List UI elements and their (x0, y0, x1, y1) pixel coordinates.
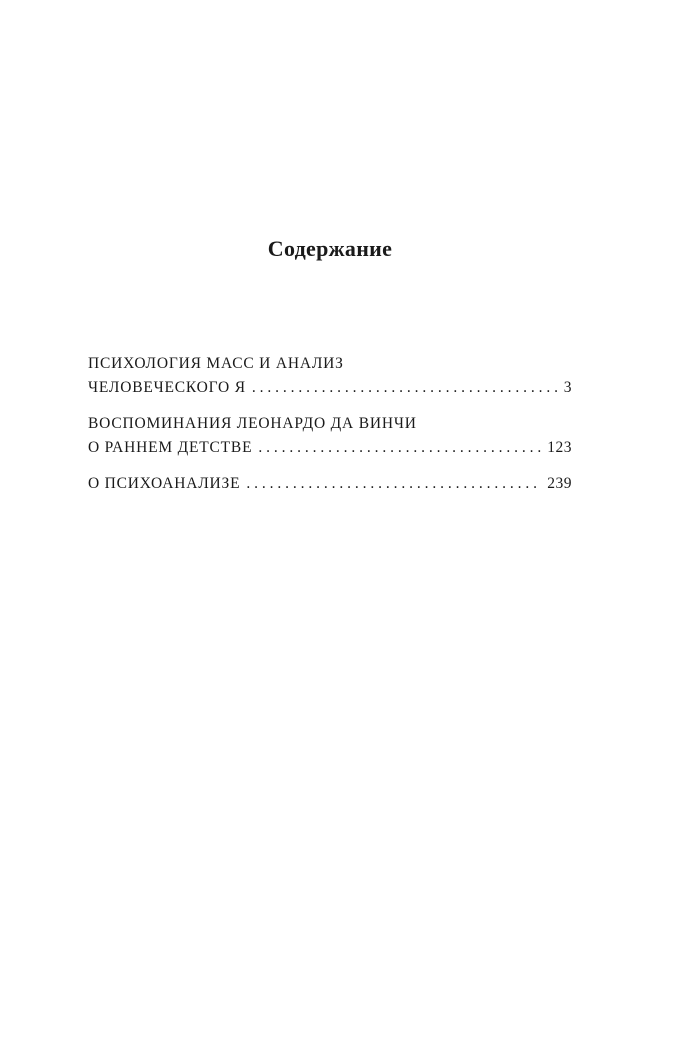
toc-entry[interactable] (88, 352, 572, 400)
toc-entry-title-line: ВОСПОМИНАНИЯ ЛЕОНАРДО ДА ВИНЧИ (88, 415, 417, 432)
toc-page-number: 239 (547, 475, 572, 492)
toc-entry-last-line (88, 472, 572, 496)
toc-entry-last-line (88, 376, 572, 400)
page-title: Содержание (267, 236, 393, 261)
toc-entry-title-line: О РАННЕМ ДЕТСТВЕ (88, 439, 253, 456)
dot-leader (246, 472, 541, 496)
table-of-contents (88, 352, 572, 508)
toc-page-number: 3 (563, 379, 572, 396)
toc-entry-title-line: О ПСИХОАНАЛИЗЕ (88, 475, 241, 492)
dot-leader (258, 436, 541, 460)
toc-entry[interactable] (88, 472, 572, 496)
toc-entry-title-line: ПСИХОЛОГИЯ МАСС И АНАЛИЗ (88, 355, 344, 372)
toc-entry[interactable] (88, 412, 572, 460)
toc-page-number: 123 (547, 439, 572, 456)
toc-entry-last-line (88, 436, 572, 460)
dot-leader (252, 376, 558, 400)
toc-entry-title-line: ЧЕЛОВЕЧЕСКОГО Я (88, 379, 246, 396)
